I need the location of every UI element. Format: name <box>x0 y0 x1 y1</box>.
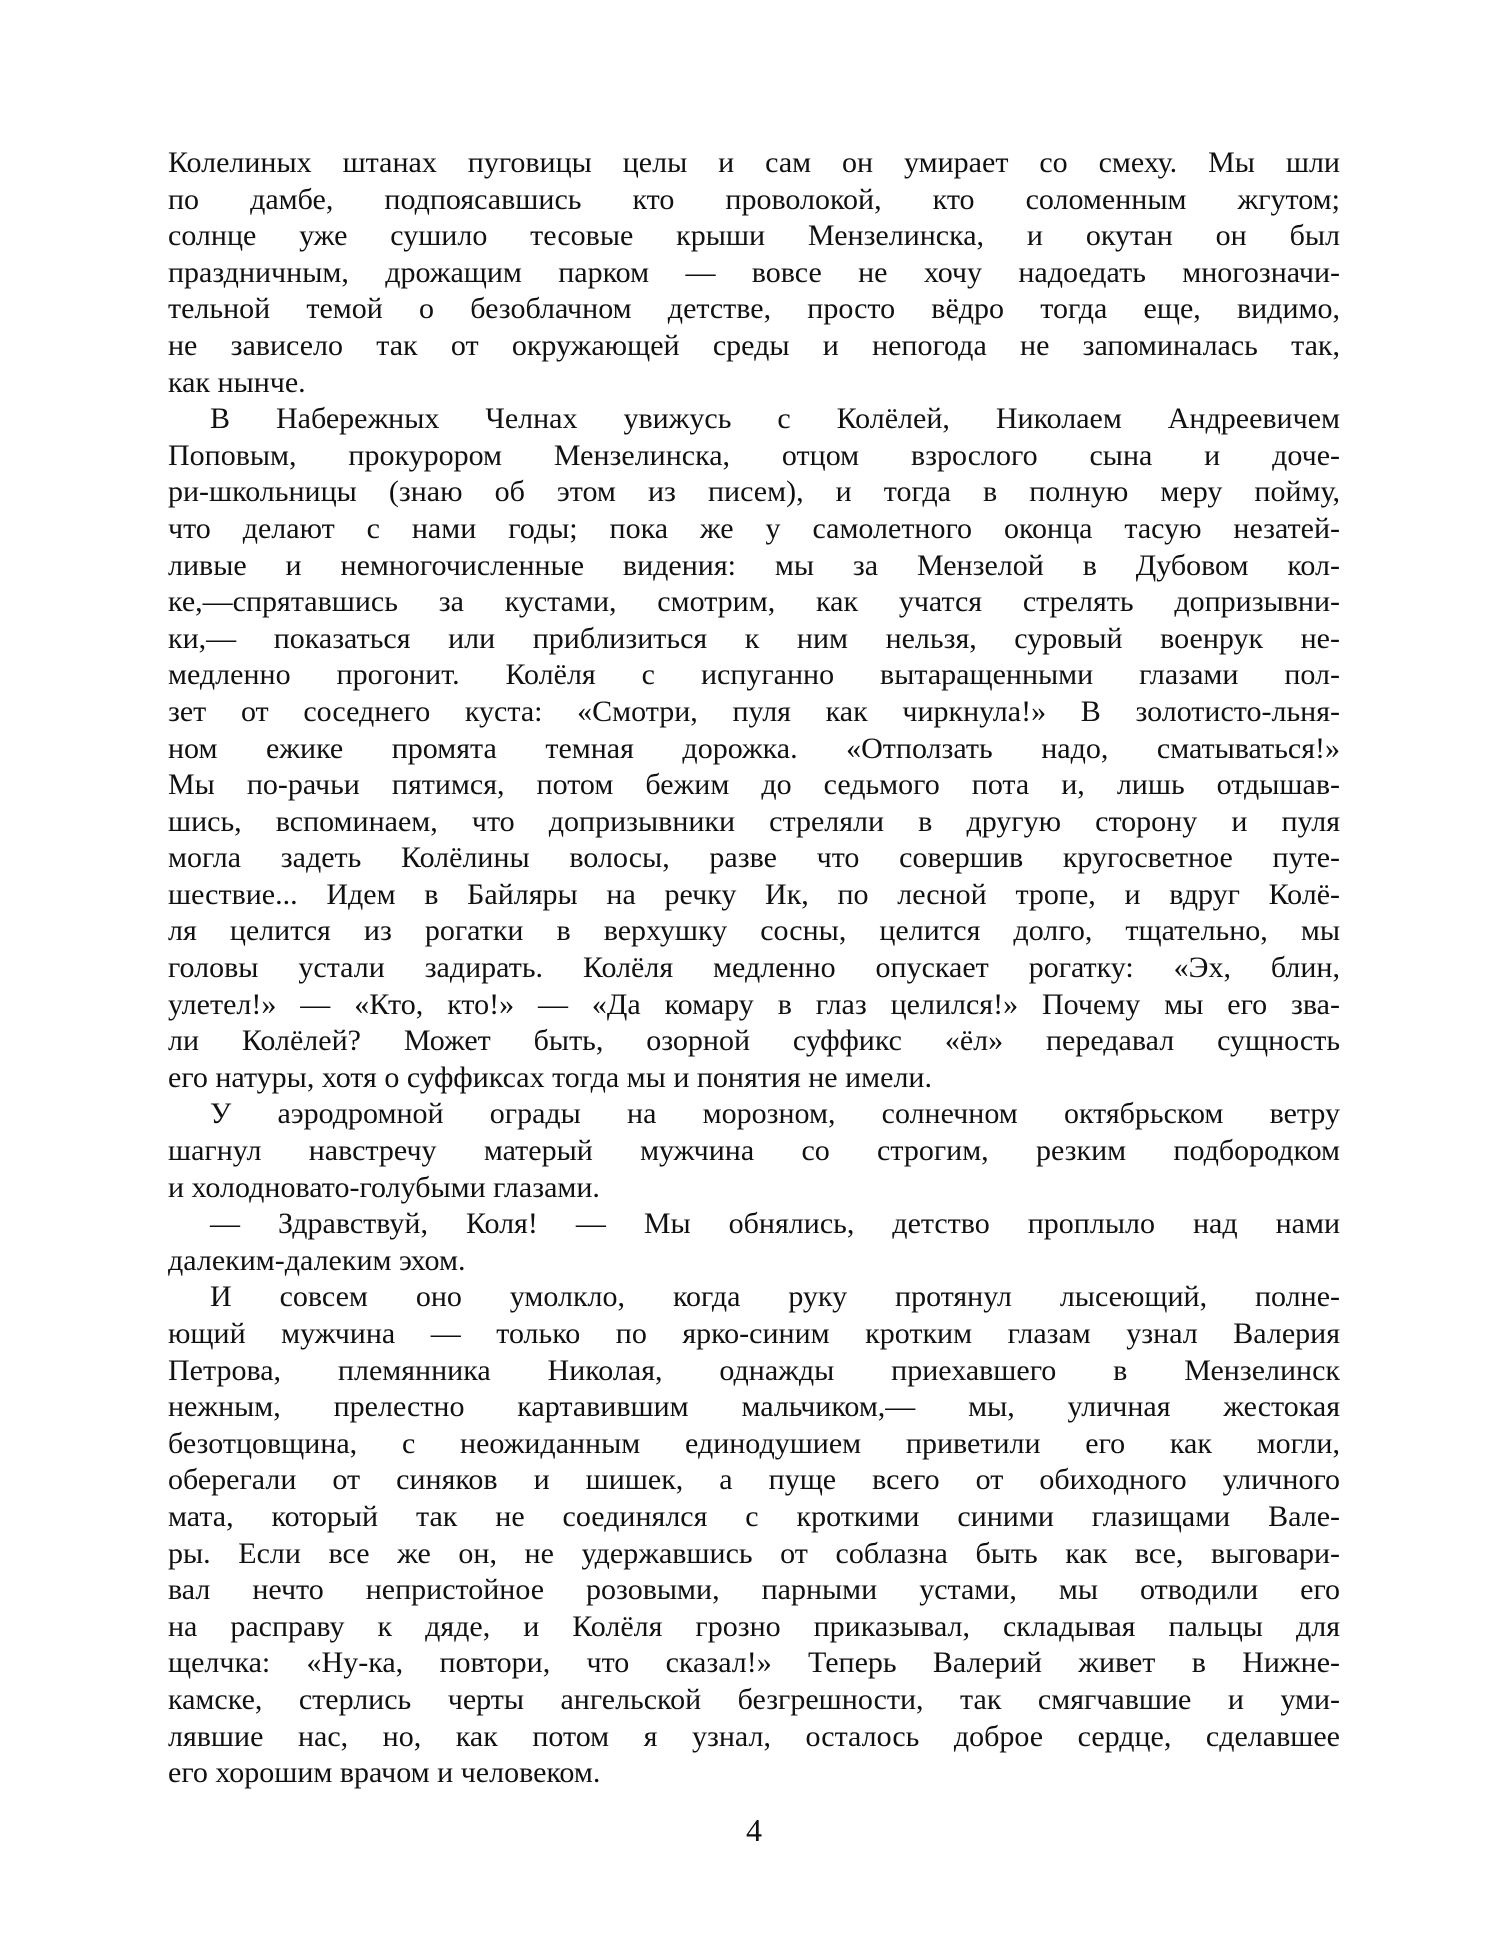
text-line: Поповым, прокурором Мензелинска, отцом взрослого сына и доче- <box>168 438 1340 472</box>
text-line: камске, стерлись черты ангельской безгрешности, так смягчавшие и уми- <box>168 1682 1340 1716</box>
text-line: ющий мужчина — только по ярко-синим кротким глазам узнал Валерия <box>168 1317 1340 1350</box>
text-line: ливые и немногочисленные видения: мы за Мензелой в Дубовом кол- <box>168 548 1340 582</box>
text-line: медленно прогонит. Колёля с испуганно вытаращенными глазами пол- <box>168 658 1340 692</box>
text-line: ки,— показаться или приблизиться к ним нельзя, суровый военрук не- <box>168 621 1340 655</box>
text-line: зет от соседнего куста: «Смотри, пуля как чиркнула!» В золотисто-льня- <box>168 694 1340 728</box>
text-line: по дамбе, подпоясавшись кто проволокой, кто соломенным жгутом; <box>168 182 1340 216</box>
text-line: ли Колёлей? Может быть, озорной суффикс «ёл» передавал сущность <box>168 1024 1340 1058</box>
text-line: могла задеть Колёлины волосы, разве что совершив кругосветное путе- <box>168 841 1340 875</box>
text-line: В Набережных Челнах увижусь с Колёлей, Николаем Андреевичем <box>210 402 1340 436</box>
text-line: шись, вспоминаем, что допризывники стреляли в другую сторону и пуля <box>168 804 1340 838</box>
text-line: праздничным, дрожащим парком — вовсе не хочу надоедать многозначи- <box>168 255 1340 289</box>
paragraph-2 <box>168 401 1340 1096</box>
text-line: тельной темой о безоблачном детстве, просто вёдро тогда еще, видимо, <box>168 292 1340 326</box>
text-line: ры. Если все же он, не удержавшись от соблазна быть как все, выговари- <box>168 1536 1340 1570</box>
text-line: ри-школьницы (знаю об этом из писем), и тогда в полную меру пойму, <box>168 475 1340 509</box>
paragraph-4 <box>168 1206 1340 1279</box>
text-line: — Здравствуй, Коля! — Мы обнялись, детство проплыло над нами <box>210 1207 1340 1241</box>
text-line: и холодновато-голубыми глазами. <box>168 1170 600 1204</box>
paragraph-1 <box>168 145 1340 401</box>
page-number: 4 <box>746 1812 762 1848</box>
text-line: улетел!» — «Кто, кто!» — «Да комару в глаз целился!» Почему мы его зва- <box>168 987 1340 1021</box>
text-line: У аэродромной ограды на морозном, солнечном октябрьском ветру <box>210 1097 1340 1131</box>
paragraph-3 <box>168 1096 1340 1206</box>
text-line: ля целится из рогатки в верхушку сосны, целится долго, тщательно, мы <box>168 914 1340 948</box>
text-line: ном ежике промята темная дорожка. «Отползать надо, сматываться!» <box>168 731 1340 765</box>
text-line: что делают с нами годы; пока же у самолетного оконца тасую незатей- <box>168 511 1340 545</box>
text-line: И совсем оно умолкло, когда руку протянул лысеющий, полне- <box>210 1280 1340 1314</box>
text-line: шагнул навстречу матерый мужчина со строгим, резким подбородком <box>168 1134 1340 1168</box>
text-line: лявшие нас, но, как потом я узнал, осталось доброе сердце, сделавшее <box>168 1719 1340 1753</box>
text-line: солнце уже сушило тесовые крыши Мензелинска, и окутан он был <box>168 219 1340 253</box>
text-line: безотцовщина, с неожиданным единодушием приветили его как могли, <box>168 1426 1340 1460</box>
text-line: головы устали задирать. Колёля медленно опускает рогатку: «Эх, блин, <box>168 951 1340 985</box>
text-line: его хорошим врачом и человеком. <box>168 1756 601 1790</box>
text-line: Мы по-рачьи пятимся, потом бежим до седьмого пота и, лишь отдышав- <box>168 768 1340 802</box>
text-line: мата, который так не соединялся с кроткими синими глазищами Вале- <box>168 1499 1340 1533</box>
text-line: шествие... Идем в Байляры на речку Ик, по лесной тропе, и вдруг Колё- <box>168 877 1340 911</box>
text-line: оберегали от синяков и шишек, а пуще всего от обиходного уличного <box>168 1463 1340 1497</box>
text-line: вал нечто непристойное розовыми, парными устами, мы отводили его <box>168 1573 1340 1607</box>
text-line: ке,—спрятавшись за кустами, смотрим, как учатся стрелять допризывни- <box>168 585 1340 619</box>
page-body <box>168 145 1340 1792</box>
text-line: далеким-далеким эхом. <box>168 1243 466 1277</box>
text-line: Петрова, племянника Николая, однажды приехавшего в Мензелинск <box>168 1353 1340 1387</box>
text-line: нежным, прелестно картавившим мальчиком,— мы, уличная жестокая <box>168 1390 1340 1424</box>
text-line: его натуры, хотя о суффиксах тогда мы и понятия не имели. <box>168 1060 932 1094</box>
text-line: как нынче. <box>168 365 306 399</box>
text-line: не зависело так от окружающей среды и непогода не запоминалась так, <box>168 328 1340 362</box>
paragraph-5 <box>168 1279 1340 1791</box>
text-line: Колелиных штанах пуговицы целы и сам он умирает со смеху. Мы шли <box>168 146 1340 179</box>
text-line: на расправу к дяде, и Колёля грозно приказывал, складывая пальцы для <box>168 1609 1340 1643</box>
text-line: щелчка: «Ну-ка, повтори, что сказал!» Теперь Валерий живет в Нижне- <box>168 1646 1340 1680</box>
